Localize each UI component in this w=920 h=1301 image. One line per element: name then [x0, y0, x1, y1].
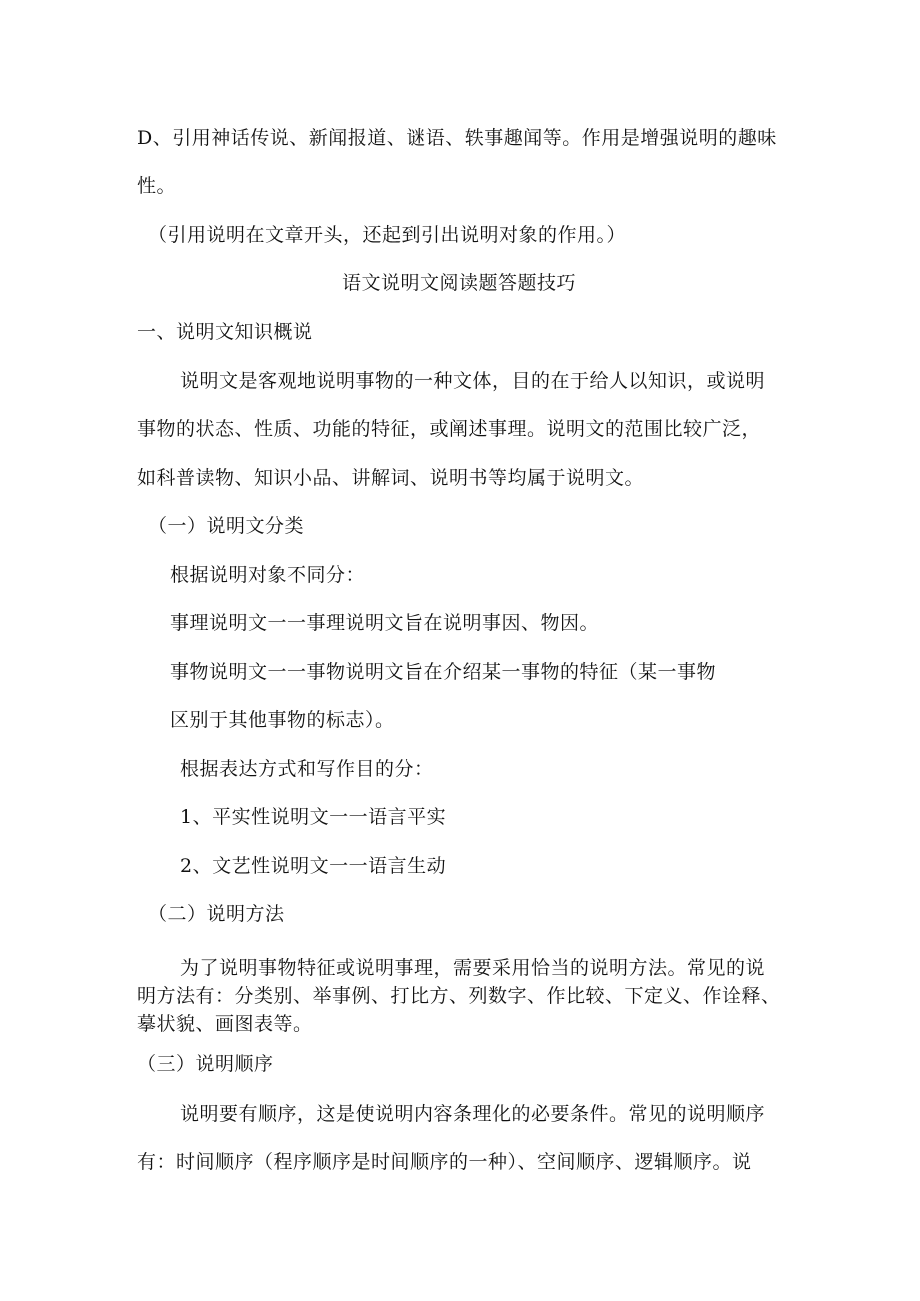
text-line-18: 为了说明事物特征或说明事理，需要采用恰当的说明方法。常见的说: [180, 957, 766, 979]
text-line-23: 有：时间顺序（程序顺序是时间顺序的一种）、空间顺序、逻辑顺序。说: [137, 1151, 752, 1173]
text-line-14: 根据表达方式和写作目的分：: [180, 758, 434, 780]
text-line-16: 2、文艺性说明文一一语言生动: [180, 855, 447, 877]
text-line-19: 明方法有：分类别、举事例、打比方、列数字、作比较、下定义、作诠释、: [137, 985, 781, 1007]
text-line-3: （引用说明在文章开头，还起到引出说明对象的作用。）: [148, 224, 627, 246]
subheading-3: （三）说明顺序: [137, 1053, 274, 1075]
subheading-2: （二）说明方法: [148, 903, 285, 925]
subheading-1: （一）说明文分类: [148, 515, 305, 537]
text-line-22: 说明要有顺序，这是使说明内容条理化的必要条件。常见的说明顺序: [180, 1103, 766, 1125]
text-line-11: 事理说明文一一事理说明文旨在说明事因、物因。: [170, 612, 600, 634]
text-line-13: 区别于其他事物的标志）。: [170, 709, 395, 731]
text-line-7: 事物的状态、性质、功能的特征，或阐述事理。说明文的范围比较广泛，: [137, 418, 762, 440]
text-line-12: 事物说明文一一事物说明文旨在介绍某一事物的特征（某一事物: [170, 661, 717, 683]
section-title: 语文说明文阅读题答题技巧: [342, 272, 577, 294]
heading-1: 一、说明文知识概说: [137, 321, 313, 343]
text-line-20: 摹状貌、画图表等。: [137, 1013, 313, 1035]
text-line-15: 1、平实性说明文一一语言平实: [180, 806, 447, 828]
text-line-6: 说明文是客观地说明事物的一种文体，目的在于给人以知识，或说明: [180, 370, 766, 392]
text-line-8: 如科普读物、知识小品、讲解词、说明书等均属于说明文。: [137, 467, 645, 489]
text-line-2: 性。: [137, 175, 177, 197]
text-line-10: 根据说明对象不同分：: [170, 564, 366, 586]
text-line-1: D、引用神话传说、新闻报道、谜语、轶事趣闻等。作用是增强说明的趣味: [137, 127, 777, 149]
